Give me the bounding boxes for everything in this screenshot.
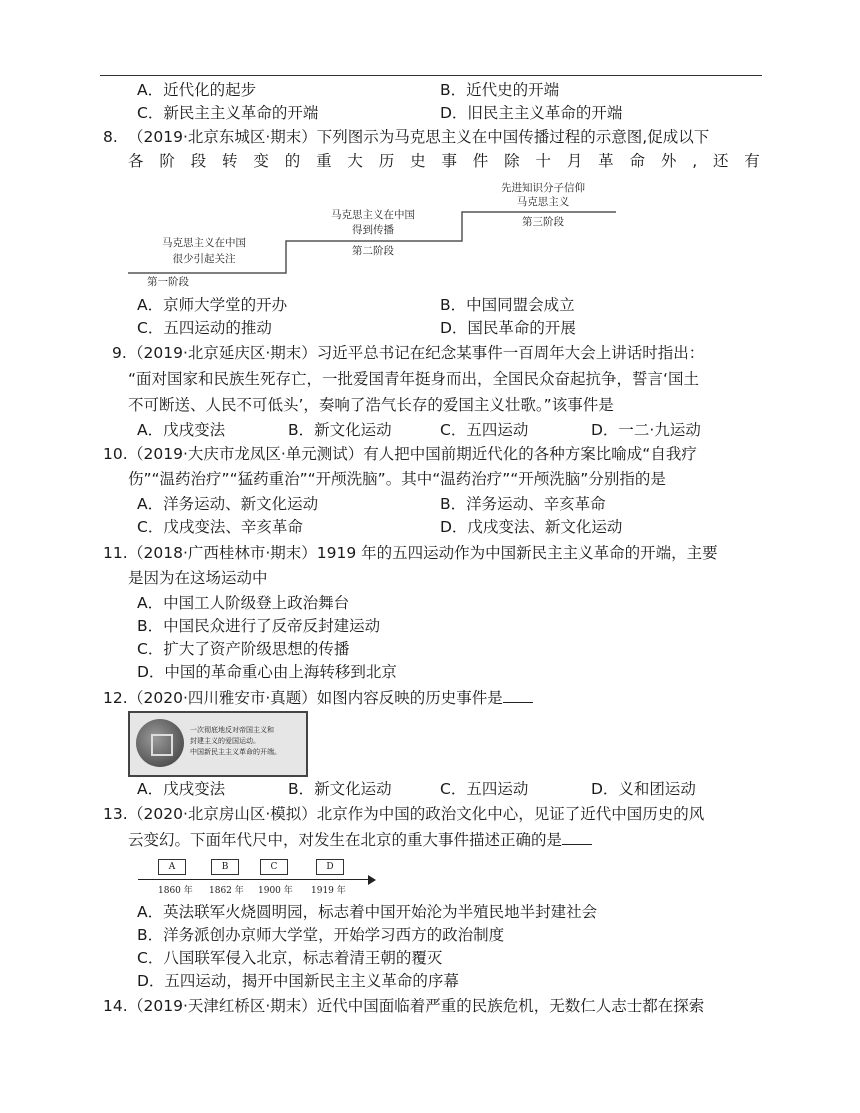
- q10-option-b[interactable]: B．洋务运动、辛亥革命: [440, 495, 606, 513]
- q11-option-c[interactable]: C．扩大了资产阶级思想的传播: [137, 640, 350, 658]
- q8-char: 变: [253, 152, 269, 170]
- q11-option-a[interactable]: A．中国工人阶级登上政治舞台: [137, 594, 350, 612]
- q8-char: 大: [347, 152, 363, 170]
- q11-option-b[interactable]: B．中国民众进行了反帝反封建运动: [137, 617, 381, 635]
- q12-figure-text-2: 封建主义的爱国运动。: [190, 737, 260, 745]
- q8-char: 外: [660, 152, 677, 170]
- stage1-text-1: 马克思主义在中国: [162, 237, 246, 249]
- timeline-box-b: B: [211, 859, 239, 875]
- arrow-right-icon: [368, 875, 376, 885]
- q7-option-c[interactable]: C．新民主主义革命的开端: [137, 104, 319, 122]
- stage2-text-1: 马克思主义在中国: [331, 209, 415, 221]
- q7-option-a[interactable]: A．近代化的起步: [137, 81, 257, 99]
- stage3-text-1: 先进知识分子信仰: [501, 182, 585, 194]
- q10-option-a[interactable]: A．洋务运动、新文化运动: [137, 495, 319, 513]
- q8-char: 史: [410, 152, 426, 170]
- q9-option-c[interactable]: C．五四运动: [440, 421, 529, 439]
- q10-stem-line2: 伤”“温药治疗”“猛药重治”“开颅洗脑”。其中“温药治疗”“开颅洗脑”分别指的是: [128, 470, 666, 488]
- q8-stem-line2: [128, 150, 760, 172]
- q8-char: 重: [316, 152, 332, 170]
- q13-answer-blank[interactable]: [562, 830, 592, 845]
- q8-char: 阶: [159, 152, 175, 170]
- q8-char: 各: [128, 152, 144, 170]
- seal-icon: [136, 719, 184, 767]
- q13-option-b[interactable]: B．洋务派创办京师大学堂，开始学习西方的政治制度: [137, 926, 505, 944]
- q14-question: [103, 995, 704, 1017]
- q8-char: 有: [744, 152, 760, 170]
- q8-option-c[interactable]: C．五四运动的推动: [137, 319, 272, 337]
- timeline-year: 1919 年: [311, 886, 346, 896]
- q8-char: ,: [692, 152, 698, 170]
- q12-number: 12.: [103, 689, 128, 707]
- q9-number: 9.: [112, 344, 127, 362]
- stage2-label: 第二阶段: [352, 245, 394, 257]
- q8-char: 命: [629, 152, 646, 170]
- q8-stem-line1: （2019·北京东城区·期末）下列图示为马克思主义在中国传播过程的示意图,促成以下: [128, 128, 710, 146]
- q13-timeline: [138, 856, 378, 896]
- q13-stem-line2: [128, 829, 592, 851]
- q10-option-c[interactable]: C．戊戌变法、辛亥革命: [137, 518, 303, 536]
- q8-char: 历: [378, 152, 395, 170]
- q12-option-a[interactable]: A．戊戌变法: [137, 780, 226, 798]
- q9-option-a[interactable]: A．戊戌变法: [137, 421, 226, 439]
- q8-char: 除: [504, 152, 520, 170]
- q14-stem-line1: （2019·天津红桥区·期末）近代中国面临着严重的民族危机，无数仁人志士都在探索: [128, 997, 705, 1015]
- q8-option-a[interactable]: A．京师大学堂的开办: [137, 296, 288, 314]
- q10-stem-line1: （2019·大庆市龙凤区·单元测试）有人把中国前期近代化的各种方案比喻成“自我疗: [128, 445, 697, 463]
- stage1-label: 第一阶段: [147, 276, 189, 288]
- q8-char: 的: [284, 152, 301, 170]
- q8-char: 还: [712, 152, 729, 170]
- q8-stage-diagram: [128, 180, 618, 292]
- q11-number: 11.: [103, 544, 128, 562]
- q9-option-d[interactable]: D．一二·九运动: [591, 421, 701, 439]
- q12-question: [103, 687, 533, 709]
- q11-option-d[interactable]: D．中国的革命重心由上海转移到北京: [137, 663, 397, 681]
- q8-question: [103, 126, 709, 148]
- q8-option-b[interactable]: B．中国同盟会成立: [440, 296, 575, 314]
- q12-figure-text-1: 一次彻底地反对帝国主义和: [190, 726, 274, 734]
- q8-number: 8.: [103, 128, 118, 146]
- q9-stem-line3: 不可断送、人民不可低头’，奏响了浩气长存的爱国主义壮歌。”该事件是: [128, 396, 614, 414]
- stage3-label: 第三阶段: [522, 216, 564, 228]
- timeline-box-d: D: [316, 859, 344, 875]
- q10-number: 10.: [103, 445, 128, 463]
- timeline-year: 1860 年: [158, 886, 193, 896]
- q12-option-b[interactable]: B．新文化运动: [288, 780, 392, 798]
- q9-stem-line1: （2019·北京延庆区·期末）习近平总书记在纪念某事件一百周年大会上讲话时指出：: [128, 344, 705, 362]
- q11-stem-line2: 是因为在这场运动中: [128, 569, 268, 587]
- stage1-text-2: 很少引起关注: [172, 253, 236, 265]
- q13-option-a[interactable]: A．英法联军火烧圆明园，标志着中国开始沦为半殖民地半封建社会: [137, 903, 598, 921]
- q12-figure-text-3: 中国新民主主义革命的开端。: [190, 748, 281, 756]
- stage2-text-2: 得到传播: [352, 224, 394, 236]
- q13-stem-line1: （2020·北京房山区·模拟）北京作为中国的政治文化中心，见证了近代中国历史的风: [128, 805, 705, 823]
- q8-char: 月: [566, 152, 583, 170]
- q10-question: [103, 443, 697, 465]
- q12-option-d[interactable]: D．义和团运动: [591, 780, 696, 798]
- q12-option-c[interactable]: C．五四运动: [440, 780, 529, 798]
- q12-stem-line1: （2020·四川雅安市·真题）如图内容反映的历史事件是: [128, 689, 503, 707]
- q12-answer-blank[interactable]: [503, 688, 533, 703]
- timeline-axis: [138, 879, 370, 880]
- stage3-text-2: 马克思主义: [516, 196, 570, 208]
- q8-char: 十: [535, 152, 551, 170]
- q8-char: 革: [598, 152, 614, 170]
- q13-option-c[interactable]: C．八国联军侵入北京，标志着清王朝的覆灭: [137, 949, 443, 967]
- q7-option-d[interactable]: D．旧民主主义革命的开端: [440, 104, 623, 122]
- q12-figure: [128, 711, 308, 777]
- q8-char: 段: [190, 152, 207, 170]
- timeline-box-a: A: [158, 859, 186, 875]
- q8-char: 转: [222, 152, 238, 170]
- timeline-year: 1862 年: [209, 886, 244, 896]
- q13-question: [103, 803, 704, 825]
- q14-number: 14.: [103, 997, 128, 1015]
- q9-option-b[interactable]: B．新文化运动: [288, 421, 392, 439]
- q8-char: 件: [472, 152, 489, 170]
- q8-char: 事: [441, 152, 457, 170]
- q12-figure-text: [190, 725, 281, 758]
- q7-option-b[interactable]: B．近代史的开端: [440, 81, 560, 99]
- q13-option-d[interactable]: D．五四运动，揭开中国新民主主义革命的序幕: [137, 972, 459, 990]
- q10-option-d[interactable]: D．戊戌变法、新文化运动: [440, 518, 623, 536]
- timeline-year: 1900 年: [258, 886, 293, 896]
- q8-option-d[interactable]: D．国民革命的开展: [440, 319, 576, 337]
- timeline-box-c: C: [260, 859, 288, 875]
- q9-stem-line2: “面对国家和民族生死存亡，一批爱国青年挺身而出，全国民众奋起抗争，誓言‘国土: [128, 370, 699, 388]
- q13-stem-line2-text: 云变幻。下面年代尺中，对发生在北京的重大事件描述正确的是: [128, 831, 563, 849]
- q11-stem-line1: （2018·广西桂林市·期末）1919 年的五四运动作为中国新民主主义革命的开端，主要: [128, 544, 718, 562]
- q9-question: [112, 342, 704, 364]
- header-rule: [100, 75, 762, 76]
- q11-question: [103, 542, 718, 564]
- q13-number: 13.: [103, 805, 128, 823]
